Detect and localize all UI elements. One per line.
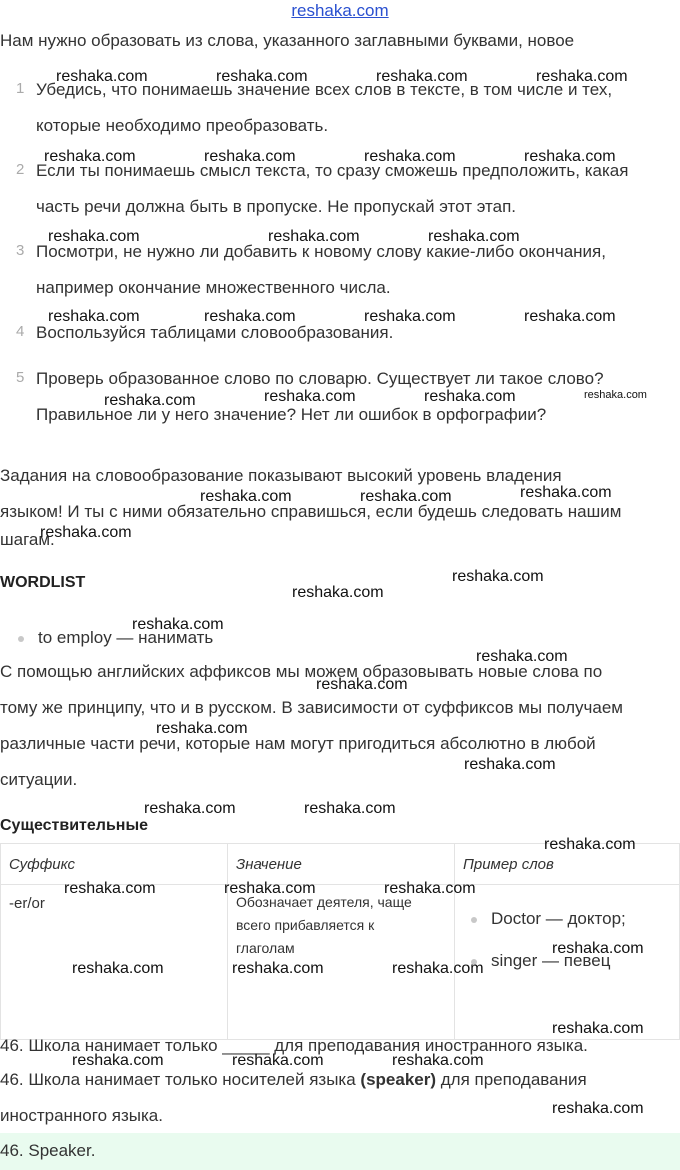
example-text: singer — певец	[491, 951, 611, 970]
step-text: Убедись, что понимаешь значение всех слов в тексте, в том числе и тех,	[36, 80, 613, 99]
examples-cell	[455, 885, 680, 1040]
watermark: reshaka.com	[552, 1020, 644, 1037]
nouns-title: Существительные	[0, 817, 149, 834]
question-translation-line2: иностранного языка.	[0, 1106, 163, 1125]
watermark: reshaka.com	[56, 68, 148, 85]
watermark: reshaka.com	[204, 148, 296, 165]
wordlist-item-text: to employ — нанимать	[38, 628, 214, 647]
watermark: reshaka.com	[364, 308, 456, 325]
step-text: например окончание множественного числа.	[36, 278, 391, 297]
step-text: Воспользуйся таблицами словообразования.	[36, 323, 394, 342]
watermark: reshaka.com	[224, 880, 316, 897]
watermark: reshaka.com	[524, 308, 616, 325]
watermark: reshaka.com	[552, 1100, 644, 1117]
question-translation-pre: 46. Школа нанимает только носителей языка	[0, 1070, 361, 1089]
watermark: reshaka.com	[264, 388, 356, 405]
table-header-cell: Суффикс	[1, 844, 228, 885]
watermark: reshaka.com	[232, 1052, 324, 1069]
step-number: 1	[16, 80, 25, 97]
watermark: reshaka.com	[392, 960, 484, 977]
question-translation-key: (speaker)	[360, 1070, 437, 1089]
watermark: reshaka.com	[376, 68, 468, 85]
paragraph-line: С помощью английских аффиксов мы можем образовывать новые слова по	[0, 662, 603, 681]
paragraph-line: языком! И ты с ними обязательно справишься, если будешь следовать нашим	[0, 502, 622, 521]
watermark: reshaka.com	[392, 1052, 484, 1069]
watermark: reshaka.com	[132, 616, 224, 633]
site-header-link[interactable]: reshaka.com	[291, 1, 389, 20]
step-text: которые необходимо преобразовать.	[36, 116, 329, 135]
watermark: reshaka.com	[544, 836, 636, 853]
watermark: reshaka.com	[156, 720, 248, 737]
watermark: reshaka.com	[584, 389, 647, 401]
question-text: 46. Школа нанимает только _____ для преподавания иностранного языка.	[0, 1036, 588, 1055]
watermark: reshaka.com	[520, 484, 612, 501]
step-text: Если ты понимаешь смысл текста, то сразу сможешь предположить, какая	[36, 161, 629, 180]
answer-box	[0, 1133, 680, 1170]
step-number: 4	[16, 323, 25, 340]
example-text: Doctor — доктор;	[491, 909, 626, 928]
paragraph-line: Задания на словообразование показывают высокий уровень владения	[0, 466, 562, 485]
paragraph-line: ситуации.	[0, 770, 78, 789]
watermark: reshaka.com	[204, 308, 296, 325]
watermark: reshaka.com	[536, 68, 628, 85]
watermark: reshaka.com	[144, 800, 236, 817]
watermark: reshaka.com	[552, 940, 644, 957]
watermark: reshaka.com	[364, 148, 456, 165]
question-translation-post: для преподавания	[436, 1070, 587, 1089]
watermark: reshaka.com	[72, 1052, 164, 1069]
wordlist-title: WORDLIST	[0, 574, 86, 591]
meaning-line: всего прибавляется к	[236, 917, 375, 933]
bullet-icon	[18, 636, 24, 642]
watermark: reshaka.com	[48, 308, 140, 325]
watermark: reshaka.com	[424, 388, 516, 405]
watermark: reshaka.com	[44, 148, 136, 165]
watermark: reshaka.com	[232, 960, 324, 977]
table-header-cell: Пример слов	[455, 844, 680, 885]
watermark: reshaka.com	[48, 228, 140, 245]
step-text: часть речи должна быть в пропуске. Не пропускай этот этап.	[36, 197, 517, 216]
watermark: reshaka.com	[452, 568, 544, 585]
meaning-line: Обозначает деятеля, чаще	[236, 894, 412, 910]
watermark: reshaka.com	[524, 148, 616, 165]
watermark: reshaka.com	[72, 960, 164, 977]
intro-text: Нам нужно образовать из слова, указанного заглавными буквами, новое	[0, 31, 575, 50]
watermark: reshaka.com	[292, 584, 384, 601]
step-number: 3	[16, 242, 25, 259]
watermark: reshaka.com	[476, 648, 568, 665]
watermark: reshaka.com	[428, 228, 520, 245]
step-text: Правильное ли у него значение? Нет ли ошибок в орфографии?	[36, 405, 547, 424]
example-item	[471, 909, 671, 929]
step-text: Посмотри, не нужно ли добавить к новому слову какие-либо окончания,	[36, 242, 606, 261]
watermark: reshaka.com	[216, 68, 308, 85]
paragraph-line: различные части речи, которые нам могут пригодиться абсолютно в любой	[0, 734, 596, 753]
watermark: reshaka.com	[316, 676, 408, 693]
paragraph-line: шагам.	[0, 530, 55, 549]
watermark: reshaka.com	[384, 880, 476, 897]
bullet-icon	[471, 917, 477, 923]
watermark: reshaka.com	[268, 228, 360, 245]
step-text: Проверь образованное слово по словарю. Существует ли такое слово?	[36, 369, 604, 388]
watermark: reshaka.com	[360, 488, 452, 505]
watermark: reshaka.com	[40, 524, 132, 541]
watermark: reshaka.com	[200, 488, 292, 505]
watermark: reshaka.com	[64, 880, 156, 897]
watermark: reshaka.com	[304, 800, 396, 817]
answer-text: 46. Speaker.	[0, 1141, 96, 1160]
step-number: 2	[16, 161, 25, 178]
suffix-value: -er/or	[9, 895, 45, 912]
table-header-cell: Значение	[228, 844, 455, 885]
step-number: 5	[16, 369, 25, 386]
paragraph-line: тому же принципу, что и в русском. В зависимости от суффиксов мы получаем	[0, 698, 623, 717]
watermark: reshaka.com	[464, 756, 556, 773]
meaning-line: глаголам	[236, 940, 295, 956]
watermark: reshaka.com	[104, 392, 196, 409]
